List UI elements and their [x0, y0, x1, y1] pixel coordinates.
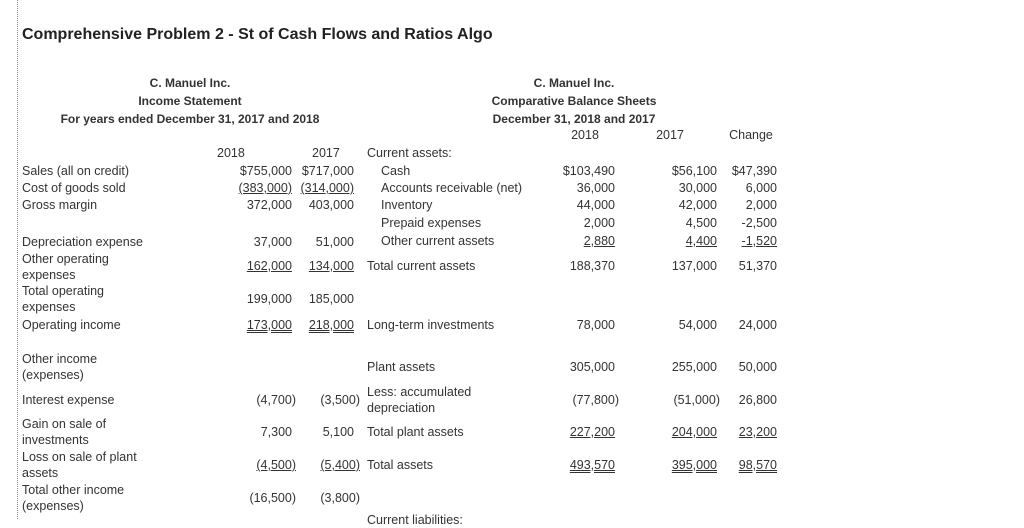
is-label-gain-sale: Gain on sale of investments — [22, 417, 107, 447]
bs-label-total-plant: Total plant assets — [367, 425, 464, 439]
is-label-gross-margin: Gross margin — [22, 198, 98, 212]
bs-cash-change: $47,390 — [731, 164, 777, 178]
bs-total-plant-change: 23,200 — [738, 425, 777, 439]
bs-label-prepaid: Prepaid expenses — [381, 216, 482, 230]
bs-prepaid-change: -2,500 — [741, 216, 777, 230]
bs-accum-dep-change: 26,800 — [738, 393, 777, 407]
is-interest-2018: (4,700) — [256, 393, 296, 407]
is-label-total-operating: Total operating expenses — [22, 284, 105, 314]
is-label-interest: Interest expense — [22, 393, 115, 407]
is-cogs-2018: (383,000) — [238, 181, 292, 195]
bs-ar-2017: 30,000 — [678, 181, 717, 195]
bs-col-change: Change — [729, 128, 773, 142]
is-label-loss-sale: Loss on sale of plant assets — [22, 450, 137, 480]
bs-long-term-2017: 54,000 — [678, 318, 717, 332]
bs-inventory-2018: 44,000 — [576, 198, 615, 212]
is-depreciation-2017: 51,000 — [315, 235, 354, 249]
is-other-operating-2017: 134,000 — [308, 259, 354, 273]
is-loss-sale-2017: (5,400) — [320, 458, 360, 472]
bs-plant-change: 50,000 — [738, 360, 777, 374]
bs-inventory-change: 2,000 — [745, 198, 777, 212]
is-gain-sale-2018: 7,300 — [260, 425, 292, 439]
bs-cash-2018: $103,490 — [562, 164, 615, 178]
is-total-other-2017: (3,800) — [320, 491, 360, 505]
bs-total-assets-2018: 493,570 — [569, 458, 615, 472]
is-label-operating-income: Operating income — [22, 318, 121, 332]
is-gross-margin-2018: 372,000 — [246, 198, 292, 212]
bs-cash-2017: $56,100 — [671, 164, 717, 178]
is-total-operating-2017: 185,000 — [308, 292, 354, 306]
bs-period: December 31, 2018 and 2017 — [492, 112, 656, 126]
is-col-2017: 2017 — [312, 146, 340, 160]
bs-other-current-2017: 4,400 — [685, 234, 717, 248]
bs-inventory-2017: 42,000 — [678, 198, 717, 212]
bs-total-current-2017: 137,000 — [671, 259, 717, 273]
bs-name: Comparative Balance Sheets — [491, 94, 657, 108]
is-depreciation-2018: 37,000 — [253, 235, 292, 249]
bs-other-current-2018: 2,880 — [583, 234, 615, 248]
bs-label-plant: Plant assets — [367, 360, 436, 374]
is-label-sales: Sales (all on credit) — [22, 164, 129, 178]
page-title: Comprehensive Problem 2 - St of Cash Flows and Ratios Algo — [22, 26, 493, 43]
is-interest-2017: (3,500) — [320, 393, 360, 407]
bs-accum-dep-2017: (51,000) — [673, 393, 720, 407]
is-total-other-2018: (16,500) — [249, 491, 296, 505]
bs-accum-dep-2018: (77,800) — [572, 393, 619, 407]
bs-total-plant-2017: 204,000 — [671, 425, 717, 439]
bs-company: C. Manuel Inc. — [533, 76, 615, 90]
is-label-other-income: Other income (expenses) — [22, 352, 98, 382]
is-other-operating-2018: 162,000 — [246, 259, 292, 273]
bs-prepaid-2018: 2,000 — [583, 216, 615, 230]
left-dotted-rule — [17, 0, 18, 519]
is-sales-2017: $717,000 — [301, 164, 354, 178]
bs-label-total-current: Total current assets — [367, 259, 476, 273]
is-period: For years ended December 31, 2017 and 2018 — [60, 112, 320, 126]
bs-total-plant-2018: 227,200 — [569, 425, 615, 439]
bs-other-current-change: -1,520 — [741, 234, 777, 248]
bs-col-2018: 2018 — [571, 128, 599, 142]
is-label-cogs: Cost of goods sold — [22, 181, 126, 195]
bs-label-inventory: Inventory — [381, 198, 433, 212]
is-label-other-operating: Other operating expenses — [22, 252, 109, 282]
bs-total-current-change: 51,370 — [738, 259, 777, 273]
bs-label-accum-dep: Less: accumulated depreciation — [367, 385, 472, 415]
bs-label-cash: Cash — [381, 164, 411, 178]
bs-ar-2018: 36,000 — [576, 181, 615, 195]
bs-plant-2018: 305,000 — [569, 360, 615, 374]
bs-plant-2017: 255,000 — [671, 360, 717, 374]
bs-label-ar: Accounts receivable (net) — [381, 181, 523, 195]
bs-prepaid-2017: 4,500 — [685, 216, 717, 230]
is-operating-income-2017: 218,000 — [308, 318, 354, 332]
bs-long-term-2018: 78,000 — [576, 318, 615, 332]
is-sales-2018: $755,000 — [239, 164, 292, 178]
bs-total-current-2018: 188,370 — [569, 259, 615, 273]
bs-label-current-liabilities: Current liabilities: — [367, 513, 463, 527]
bs-total-assets-change: 98,570 — [738, 458, 777, 472]
is-name: Income Statement — [138, 94, 242, 108]
bs-label-total-assets: Total assets — [367, 458, 434, 472]
is-label-total-other: Total other income (expenses) — [22, 483, 125, 513]
bs-long-term-change: 24,000 — [738, 318, 777, 332]
is-loss-sale-2018: (4,500) — [256, 458, 296, 472]
is-operating-income-2018: 173,000 — [246, 318, 292, 332]
bs-label-other-current: Other current assets — [381, 234, 495, 248]
is-cogs-2017: (314,000) — [300, 181, 354, 195]
is-col-2018: 2018 — [217, 146, 245, 160]
bs-ar-change: 6,000 — [745, 181, 777, 195]
bs-col-2017: 2017 — [656, 128, 684, 142]
is-gross-margin-2017: 403,000 — [308, 198, 354, 212]
bs-section-current-assets: Current assets: — [367, 146, 452, 160]
is-gain-sale-2017: 5,100 — [322, 425, 354, 439]
bs-label-long-term: Long-term investments — [367, 318, 495, 332]
is-total-operating-2018: 199,000 — [246, 292, 292, 306]
bs-total-assets-2017: 395,000 — [671, 458, 717, 472]
is-company: C. Manuel Inc. — [149, 76, 231, 90]
is-label-depreciation: Depreciation expense — [22, 235, 143, 249]
